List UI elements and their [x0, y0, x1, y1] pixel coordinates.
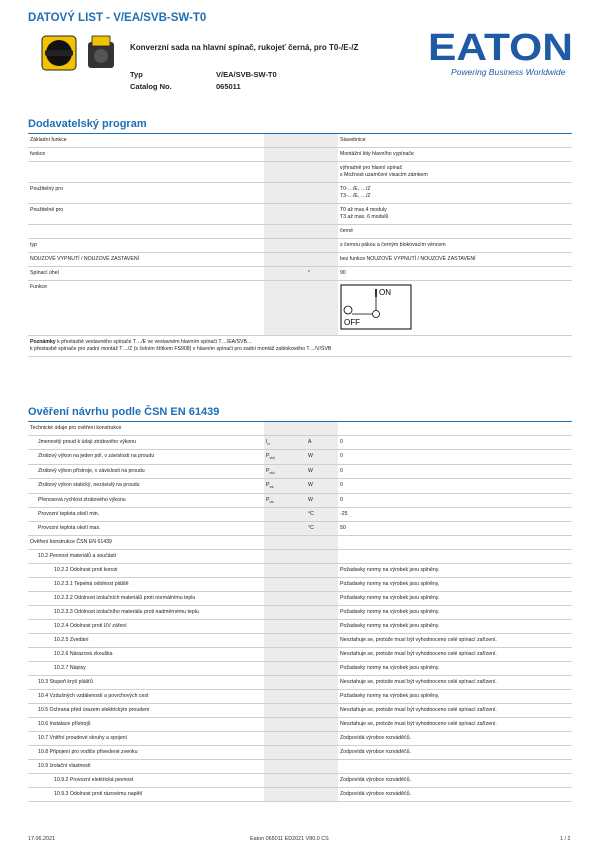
catalog-label: Catalog No. [130, 82, 172, 91]
row-symbol [264, 550, 306, 564]
row-unit: ° [306, 267, 338, 281]
product-description: Konverzní sada na hlavní spínač, rukojeť černá, pro T0-/E-/Z [130, 43, 359, 52]
row-symbol-sub: n [267, 441, 270, 447]
table-row [28, 536, 572, 550]
row-value [338, 536, 572, 550]
row-unit: °C [306, 508, 338, 522]
slogan: Powering Business Worldwide [451, 67, 566, 77]
section-design-verification [28, 406, 572, 802]
row-value [338, 239, 572, 253]
row-unit [306, 746, 338, 760]
row-label: 10.2.4 Odolnost proti UV záření [28, 620, 264, 634]
row-symbol [264, 676, 306, 690]
pivot-circle [373, 311, 380, 318]
table-row [28, 732, 572, 746]
row-symbol-letter: P [266, 453, 270, 460]
typ-label: Typ [130, 70, 143, 79]
row-symbol [264, 774, 306, 788]
table-row [28, 760, 572, 774]
row-label: Jmenovitý proud k údaji ztrátového výkonu [28, 436, 264, 450]
row-value: -25 [338, 508, 572, 522]
row-unit [306, 718, 338, 732]
section-supplier-program [28, 118, 572, 357]
row-value: Nevztahuje se, protože musí být vyhodnoceno celé spínací zařízení. [338, 704, 572, 718]
row-unit [306, 662, 338, 676]
row-symbol [264, 204, 306, 225]
row-symbol [264, 704, 306, 718]
row-unit [306, 564, 338, 578]
row-symbol [264, 479, 306, 493]
row-symbol [264, 281, 306, 336]
row-unit [306, 183, 338, 204]
row-label: Ztrátový výkon statický, nezávislý na proudu [28, 479, 264, 493]
off-label: OFF [344, 318, 360, 328]
verification-table [28, 422, 572, 802]
row-unit [306, 732, 338, 746]
row-symbol [264, 648, 306, 662]
row-unit [306, 148, 338, 162]
table-row [28, 522, 572, 536]
table-row [28, 564, 572, 578]
row-unit [306, 704, 338, 718]
row-label: Spínací úhel [28, 267, 264, 281]
table-row [28, 204, 572, 225]
row-symbol [264, 606, 306, 620]
row-label: 10.2.3.3 Odolnost izolačního materiálu proti nadměrnému teplu [28, 606, 264, 620]
row-value-line: výhradně pro hlavní spínač [340, 165, 403, 172]
row-label: 10.2.3.1 Tepelná odolnost pláště [28, 578, 264, 592]
row-value [338, 422, 572, 436]
row-value-line: T3-…/E, …/Z [340, 193, 371, 200]
row-value: Zodpovídá výrobce rozváděčů. [338, 732, 572, 746]
row-value [338, 162, 572, 183]
row-symbol [264, 592, 306, 606]
row-unit [306, 578, 338, 592]
row-label: Základní funkce [28, 134, 264, 148]
row-unit: W [306, 464, 338, 478]
row-symbol [264, 148, 306, 162]
row-value: Požadavky normy na výrobek jsou splněny. [338, 578, 572, 592]
row-value: Nevztahuje se, protože musí být vyhodnoceno celé spínací zařízení. [338, 634, 572, 648]
row-symbol [264, 422, 306, 436]
row-value [338, 225, 572, 239]
row-unit [306, 253, 338, 267]
row-value: Nevztahuje se, protože musí být vyhodnoceno celé spínací zařízení. [338, 676, 572, 690]
row-unit [306, 239, 338, 253]
row-value: 0 [338, 493, 572, 507]
row-unit [306, 225, 338, 239]
table-row [28, 148, 572, 162]
table-row [28, 134, 572, 148]
row-label: 10.2.3.2 Odolnost izolačních materiálů proti normálnímu teplu [28, 592, 264, 606]
row-label: 10.9.2 Provozní elektrická pevnost [28, 774, 264, 788]
row-symbol-letter: P [266, 467, 270, 474]
product-image [36, 32, 121, 74]
row-label: 10.5 Ochrana před úrazem elektrickým proudem [28, 704, 264, 718]
row-unit [306, 281, 338, 336]
row-label: funkce [28, 148, 264, 162]
row-symbol [264, 239, 306, 253]
table-row [28, 183, 572, 204]
row-symbol [264, 718, 306, 732]
table-row [28, 676, 572, 690]
row-label: Provozní teplota okolí max. [28, 522, 264, 536]
row-unit [306, 774, 338, 788]
footer-center: Eaton 065011 ED2021 V80.0 CS [250, 836, 329, 842]
row-value [338, 134, 572, 148]
row-symbol-sub: vid [269, 455, 275, 461]
row-label: Ověření konstrukce ČSN EN 61439 [28, 536, 264, 550]
row-value [338, 148, 572, 162]
row-value: Požadavky normy na výrobek jsou splněny. [338, 564, 572, 578]
row-label: Ztrátový výkon přístroje, v závislosti na proudu [28, 464, 264, 478]
row-unit: W [306, 493, 338, 507]
table-row [28, 281, 572, 336]
row-label: Technické údaje pro ověření konstrukce [28, 422, 264, 436]
row-value: Požadavky normy na výrobek jsou splněny. [338, 690, 572, 704]
row-value-line: s Možnost uzamčení visacím zámkem [340, 172, 428, 179]
row-label: 10.6 Instalace přístrojů [28, 718, 264, 732]
row-symbol [264, 578, 306, 592]
row-value: 0 [338, 450, 572, 464]
row-symbol [264, 522, 306, 536]
table-row [28, 422, 572, 436]
catalog-value: 065011 [216, 82, 241, 91]
row-unit [306, 606, 338, 620]
row-symbol-letter: P [266, 496, 270, 503]
row-unit [306, 536, 338, 550]
row-symbol [264, 508, 306, 522]
catalog-row [130, 82, 241, 91]
note-line-2: k přestavbě spínače pro zadní montáž T…/Z (s čelním štítkem FS908) v hlavním spínači pro zadní montáž zablokového T…/V/SVB [30, 346, 332, 353]
table-row [28, 704, 572, 718]
row-unit: W [306, 479, 338, 493]
row-unit: °C [306, 522, 338, 536]
table-row [28, 253, 572, 267]
typ-row [130, 70, 277, 79]
row-unit [306, 620, 338, 634]
row-label: NOUZOVÉ VYPNUTÍ / NOUZOVÉ ZASTAVENÍ [28, 253, 264, 267]
row-label: 10.4 Vzdušných vzdáleností a povrchových cest [28, 690, 264, 704]
row-symbol-sub: vs [269, 484, 274, 490]
table-row [28, 464, 572, 478]
row-symbol [264, 564, 306, 578]
row-value-line: černé [340, 228, 353, 235]
table-row [28, 788, 572, 802]
row-unit [306, 760, 338, 774]
switch-function-diagram [340, 284, 412, 330]
table-row [28, 578, 572, 592]
row-symbol [264, 225, 306, 239]
table-row [28, 718, 572, 732]
row-unit [306, 422, 338, 436]
row-label: 10.9 Izolační vlastnosti [28, 760, 264, 774]
row-unit [306, 592, 338, 606]
row-unit [306, 162, 338, 183]
row-value [338, 267, 572, 281]
row-value-line: Montážní kity hlavního vypínače [340, 151, 414, 158]
table-row [28, 508, 572, 522]
row-symbol [264, 162, 306, 183]
row-value-line: T3 až max. 6 modulů [340, 214, 389, 221]
note-cell [28, 336, 572, 357]
row-unit: A [306, 436, 338, 450]
row-value [338, 183, 572, 204]
row-symbol [264, 493, 306, 507]
row-symbol [264, 464, 306, 478]
footer-page: 1 / 2 [560, 836, 571, 842]
row-value-line: T0 až max.4 moduly [340, 207, 387, 214]
row-label [28, 225, 264, 239]
row-value-line: bez funkce NOUZOVÉ VYPNUTÍ / NOUZOVÉ ZASTAVENÍ [340, 256, 476, 263]
row-unit: W [306, 450, 338, 464]
row-label: 10.2.5 Zvedání [28, 634, 264, 648]
eaton-logo-text: EATON [428, 30, 573, 64]
page-title: DATOVÝ LIST - V/EA/SVB-SW-T0 [28, 12, 207, 24]
row-symbol-sub: vid [269, 469, 275, 475]
row-label: Použitelný pro [28, 183, 264, 204]
eaton-logo [428, 30, 573, 64]
table-row [28, 690, 572, 704]
row-unit [306, 634, 338, 648]
row-unit [306, 676, 338, 690]
table-row [28, 746, 572, 760]
note-row [28, 336, 572, 357]
row-label: 10.9.3 Odolnost proti rázovému napětí [28, 788, 264, 802]
row-value: Nevztahuje se, protože musí být vyhodnoceno celé spínací zařízení. [338, 648, 572, 662]
row-symbol [264, 662, 306, 676]
table-row [28, 239, 572, 253]
row-value: Zodpovídá výrobce rozváděčů. [338, 788, 572, 802]
row-symbol [264, 267, 306, 281]
row-label: typ [28, 239, 264, 253]
row-symbol [264, 634, 306, 648]
row-symbol [264, 746, 306, 760]
row-value [338, 281, 572, 336]
row-symbol-letter: P [266, 482, 270, 489]
table-row [28, 606, 572, 620]
row-label: 10.2.6 Nárazová zkouška [28, 648, 264, 662]
row-label: 10.2.7 Nápisy [28, 662, 264, 676]
row-label: 10.2 Pevnost materiálů a součástí [28, 550, 264, 564]
supplier-table [28, 134, 572, 357]
row-value: Požadavky normy na výrobek jsou splněny. [338, 662, 572, 676]
row-unit [306, 788, 338, 802]
footer-date: 17.06.2021 [28, 836, 55, 842]
row-unit [306, 204, 338, 225]
row-label: Funkce [28, 281, 264, 336]
row-label: 10.3 Stupeň krytí plášťů [28, 676, 264, 690]
row-symbol [264, 253, 306, 267]
table-row [28, 479, 572, 493]
row-value [338, 204, 572, 225]
row-label [28, 162, 264, 183]
off-circle [344, 306, 352, 314]
row-value: Požadavky normy na výrobek jsou splněny. [338, 620, 572, 634]
row-label: 10.8 Připojení pro vodiče přivedené zvenku [28, 746, 264, 760]
row-value [338, 760, 572, 774]
table-row [28, 620, 572, 634]
row-symbol [264, 690, 306, 704]
table-row [28, 436, 572, 450]
row-symbol-letter: I [266, 439, 268, 446]
table-row [28, 493, 572, 507]
table-row [28, 662, 572, 676]
row-label: 10.7 Vnitřní proudové okruhy a spojení [28, 732, 264, 746]
row-symbol [264, 620, 306, 634]
row-value: Zodpovídá výrobce rozváděčů. [338, 746, 572, 760]
note-line-1: k přestavbě vestavného spínače T…/E ve vestavném hlavním spínači T…/EA/SVB… [55, 339, 253, 346]
row-unit [306, 550, 338, 564]
note-heading: Poznámky [30, 339, 56, 346]
row-symbol [264, 183, 306, 204]
row-value-line: s černou pákou a černým blokovacím věncem [340, 242, 446, 249]
row-value: Požadavky normy na výrobek jsou splněny. [338, 592, 572, 606]
row-value-line: T0-…/E, …/Z [340, 186, 371, 193]
section-title: Dodavatelský program [28, 118, 572, 134]
row-unit [306, 690, 338, 704]
table-row [28, 225, 572, 239]
table-row [28, 550, 572, 564]
row-symbol [264, 436, 306, 450]
row-value: Zodpovídá výrobce rozváděčů. [338, 774, 572, 788]
row-symbol [264, 536, 306, 550]
row-label: Ztrátový výkon na jeden pól, v závislosti na proudu [28, 450, 264, 464]
row-value [338, 253, 572, 267]
row-value: Nevztahuje se, protože musí být vyhodnoceno celé spínací zařízení. [338, 718, 572, 732]
row-value: Požadavky normy na výrobek jsou splněny. [338, 606, 572, 620]
row-symbol [264, 732, 306, 746]
on-label: ON [379, 288, 391, 298]
row-value: 0 [338, 464, 572, 478]
row-symbol [264, 134, 306, 148]
table-row [28, 450, 572, 464]
row-symbol-sub: ve [269, 498, 274, 504]
section-title: Ověření návrhu podle ČSN EN 61439 [28, 406, 572, 422]
typ-value: V/EA/SVB-SW-T0 [216, 70, 277, 79]
row-symbol [264, 788, 306, 802]
table-row [28, 267, 572, 281]
row-label: Použitelně pro [28, 204, 264, 225]
row-unit [306, 134, 338, 148]
row-symbol [264, 450, 306, 464]
row-value-line: 90 [340, 270, 346, 277]
row-value: 0 [338, 436, 572, 450]
row-symbol [264, 760, 306, 774]
row-label: Provozní teplota okolí min. [28, 508, 264, 522]
row-value [338, 550, 572, 564]
table-row [28, 634, 572, 648]
row-value: 50 [338, 522, 572, 536]
row-unit [306, 648, 338, 662]
row-value-line: Stavebnice [340, 137, 366, 143]
table-row [28, 774, 572, 788]
table-row [28, 592, 572, 606]
table-row [28, 162, 572, 183]
table-row [28, 648, 572, 662]
row-value: 0 [338, 479, 572, 493]
row-label: Přenosová rychlost ztrátového výkonu [28, 493, 264, 507]
row-label: 10.2.2 Odolnost proti korozi [28, 564, 264, 578]
